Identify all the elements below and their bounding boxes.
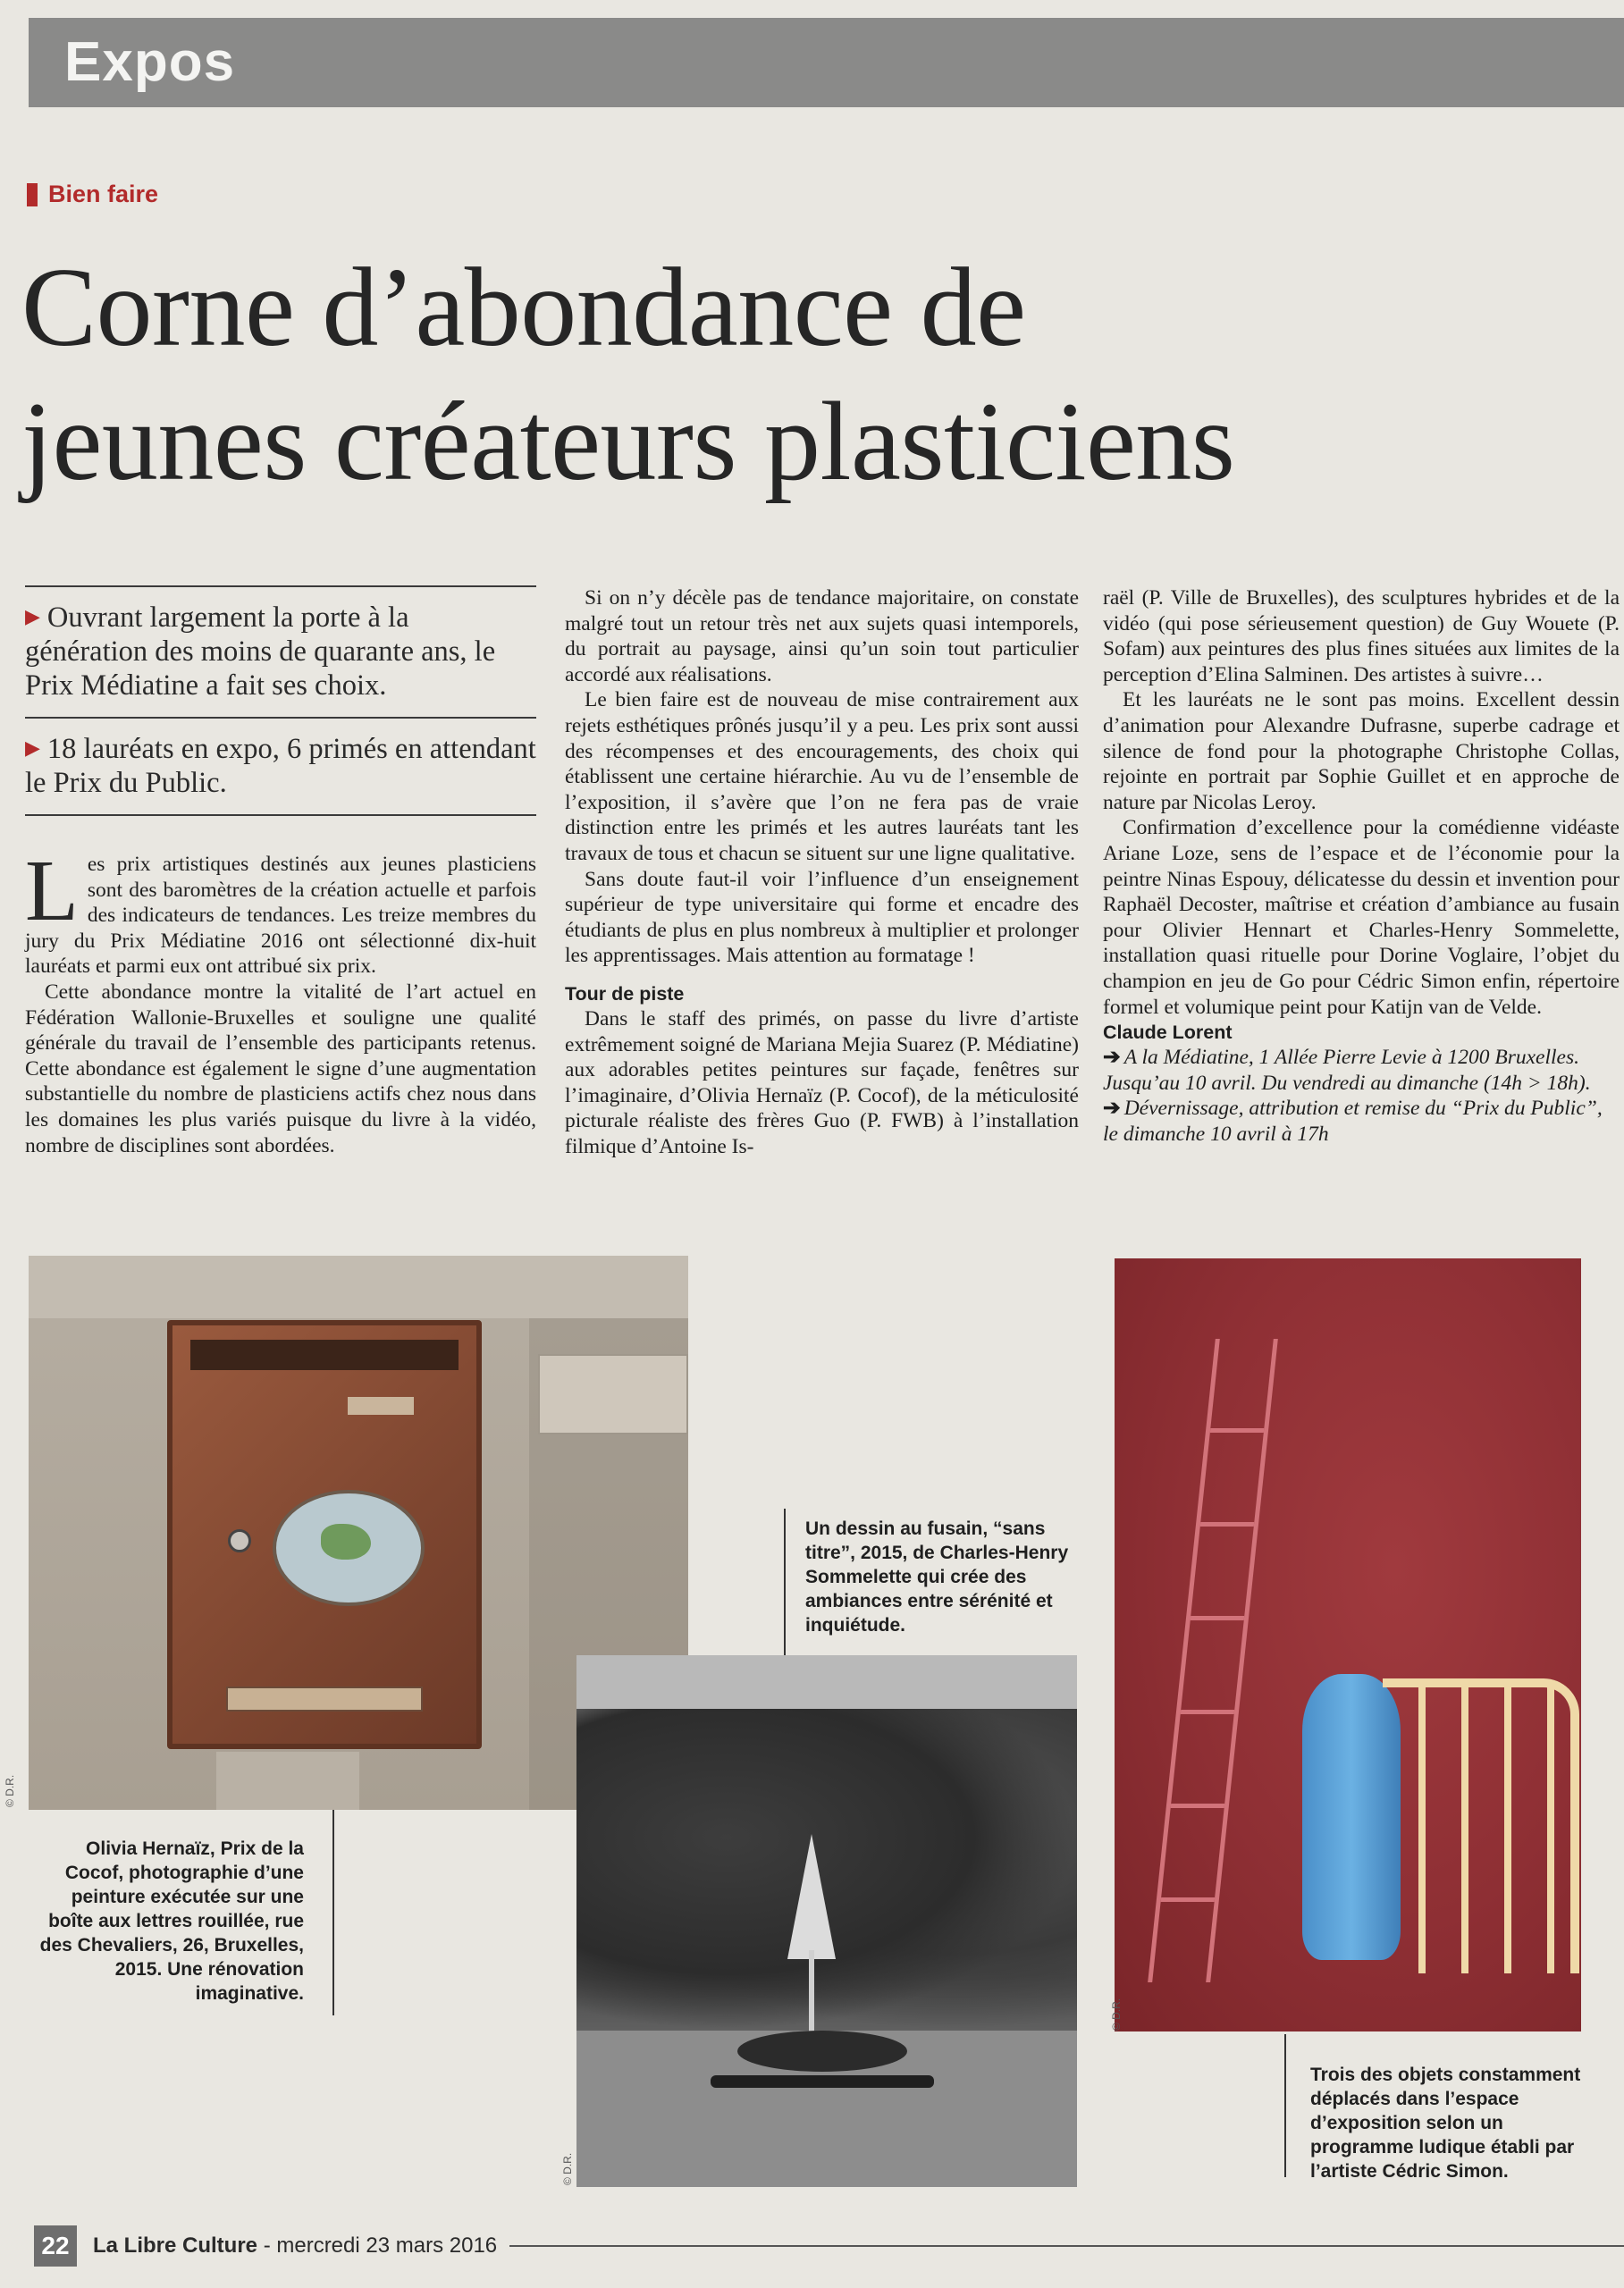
photo-credit: © D.R.: [1110, 1998, 1123, 2031]
paragraph: Sans doute faut-il voir l’influence d’un enseignement supérieur de type universitaire qui forme et encadre des étudiants de plus en plus nombreux à multiplier et prolonger les apprentissages. Mais attention au formatage !: [565, 867, 1079, 968]
painted-oval: [273, 1490, 425, 1606]
pink-ladder-sculpture: [1148, 1339, 1278, 1982]
caption-rule: [784, 1509, 786, 1656]
section-label: Expos: [64, 31, 236, 93]
lock-icon: [228, 1529, 251, 1552]
arrow-right-icon: ➔: [1103, 1097, 1121, 1121]
paragraph: Dans le staff des primés, on passe du livre d’artiste extrêmement soigné de Mariana Mejia Suarez (P. Médiatine) aux adorables petites peintures sur façade, fenêtres sur l’imaginaire, d’Olivia Hernaïz (P. Cocof), de la méticulosité picturale réaliste des frères Guo (P. FWB) à l’installation filmique d’Antoine Is-: [565, 1006, 1079, 1158]
mailbox: [167, 1320, 482, 1749]
page-number: 22: [34, 2225, 77, 2267]
footer-rule: [509, 2245, 1624, 2247]
paragraph: Confirmation d’excellence pour la comédienne vidéaste Ariane Loze, sens de l’espace et de l’économie pour la peintre Ninas Espouy, délicatesse du dessin et invention pour Raphaël Decoster, maîtrise et création d’ambiance au fusain pour Olivier Hennart et Charles-Henry Sommelette, installation quasi rituelle pour Dorine Voglaire, l’objet du champion en jeu de Go pour Cédric Simon enfin, répertoire formel et volumique peint pour Katijn van de Velde.: [1103, 816, 1620, 1019]
dropcap: L: [25, 843, 79, 939]
caption-mailbox: Olivia Hernaïz, Prix de la Cocof, photographie d’une peinture exécutée sur une boîte aux lettres rouillée, rue des Chevaliers, 26, Bruxelles, 2015. Une rénovation imaginative.: [39, 1838, 304, 2004]
paragraph: raël (P. Ville de Bruxelles), des sculptures hybrides et de la vidéo (qui pose sérieusement question) de Guy Wouete (P. Sofam) aux peintures des plus fines situées aux limites de la perception d’Elina Salminen. Des artistes à suivre…: [1103, 586, 1620, 686]
arrow-right-icon: ➔: [1103, 1046, 1121, 1070]
kicker-bar-icon: [27, 183, 38, 206]
paragraph: Si on n’y décèle pas de tendance majoritaire, on constate malgré tout un retour très net aux sujets quasi intemporels, du portrait au paysage, ainsi qu’un soin tout particulier accordé aux réalisations.: [565, 586, 1079, 686]
headline: [21, 241, 1612, 509]
subheading: Tour de piste: [565, 982, 685, 1005]
triangle-bullet-icon: ▶: [25, 736, 40, 759]
picnic-table: [737, 2031, 907, 2072]
caption-objects: Trois des objets constamment déplacés dans l’espace d’exposition selon un programme ludique établi par l’artiste Cédric Simon.: [1310, 2065, 1581, 2182]
exhibition-info: ➔ A la Médiatine, 1 Allée Pierre Levie à 1200 Bruxelles. Jusqu’au 10 avril. Du vendredi au dimanche (14h > 18h).: [1103, 1046, 1591, 1095]
paragraph: Les prix artistiques destinés aux jeunes plasticiens sont des baromètres de la création actuelle et parfois des indicateurs de tendances. Les treize membres du jury du Prix Médiatine 2016 ont sélectionné dix-huit lauréats et parmi eux ont attribué six prix.: [25, 843, 536, 979]
article-column-3: [1103, 585, 1620, 1147]
byline: Claude Lorent: [1103, 1022, 1233, 1044]
footer-publication: La Libre Culture - mercredi 23 mars 2016: [93, 2233, 498, 2258]
headline-line-2: jeunes créateurs plasticiens: [21, 380, 1235, 504]
headline-line-1: Corne d’abondance de: [21, 246, 1026, 370]
photo-objects: [1115, 1258, 1581, 2031]
lead-1: ▶ Ouvrant largement la porte à la génération des moins de quarante ans, le Prix Médiatine a fait ses choix.: [25, 601, 496, 702]
article-column-2: [565, 585, 1079, 1159]
kicker-label: Bien faire: [48, 181, 159, 207]
kicker: [27, 181, 158, 208]
triangle-bullet-icon: ▶: [25, 605, 40, 627]
event-info: ➔ Dévernissage, attribution et remise du “Prix du Public”, le dimanche 10 avril à 17h: [1103, 1097, 1603, 1146]
paragraph: Le bien faire est de nouveau de mise contrairement aux rejets esthétiques prônés jusqu’il y a peu. Les prix sont aussi des récompenses et des encouragements, des choix qui établissent une certaine hiérarchie. Au vu de l’ensemble de l’exposition, il s’avère que l’on ne fera pas de vraie distinction entre les primés et les autres lauréats tant les travaux de tous et chacun se situent sur une ligne qualitative.: [565, 688, 1079, 865]
article-column-1: [25, 585, 536, 1158]
photo-charcoal-drawing: [576, 1655, 1077, 2187]
lead-rule-bottom: [25, 814, 536, 816]
caption-rule: [332, 1810, 334, 2015]
wooden-railing: [1383, 1678, 1579, 1973]
section-band: [29, 18, 1624, 107]
caption-charcoal-drawing: Un dessin au fusain, “sans titre”, 2015, de Charles-Henry Sommelette qui crée des ambiances entre sérénité et inquiétude.: [805, 1518, 1069, 1636]
caption-rule: [1284, 2034, 1286, 2177]
photo-credit: © D.R.: [4, 1774, 16, 1807]
page-footer: [34, 2225, 1624, 2267]
paragraph: Et les lauréats ne le sont pas moins. Excellent dessin d’animation pour Alexandre Dufrasne, superbe cadrage et silence de fond pour la photographe Christophe Collas, rejointe en portrait par Sophie Guillet et en approche de nature par Nicolas Leroy.: [1103, 688, 1620, 814]
photo-credit: © D.R.: [561, 2152, 574, 2185]
paragraph: Cette abondance montre la vitalité de l’art actuel en Fédération Wallonie-Bruxelles et souligne une qualité générale du travail de l’ensemble des participants retenus. Cette abondance est également le signe d’une augmentation substantielle du nombre de plasticiens actifs chez nous dans les domaines les plus variés puisque du livre à la vidéo, nombre de disciplines sont abordées.: [25, 980, 536, 1157]
lead-2: ▶ 18 lauréats en expo, 6 primés en attendant le Prix du Public.: [25, 733, 536, 799]
